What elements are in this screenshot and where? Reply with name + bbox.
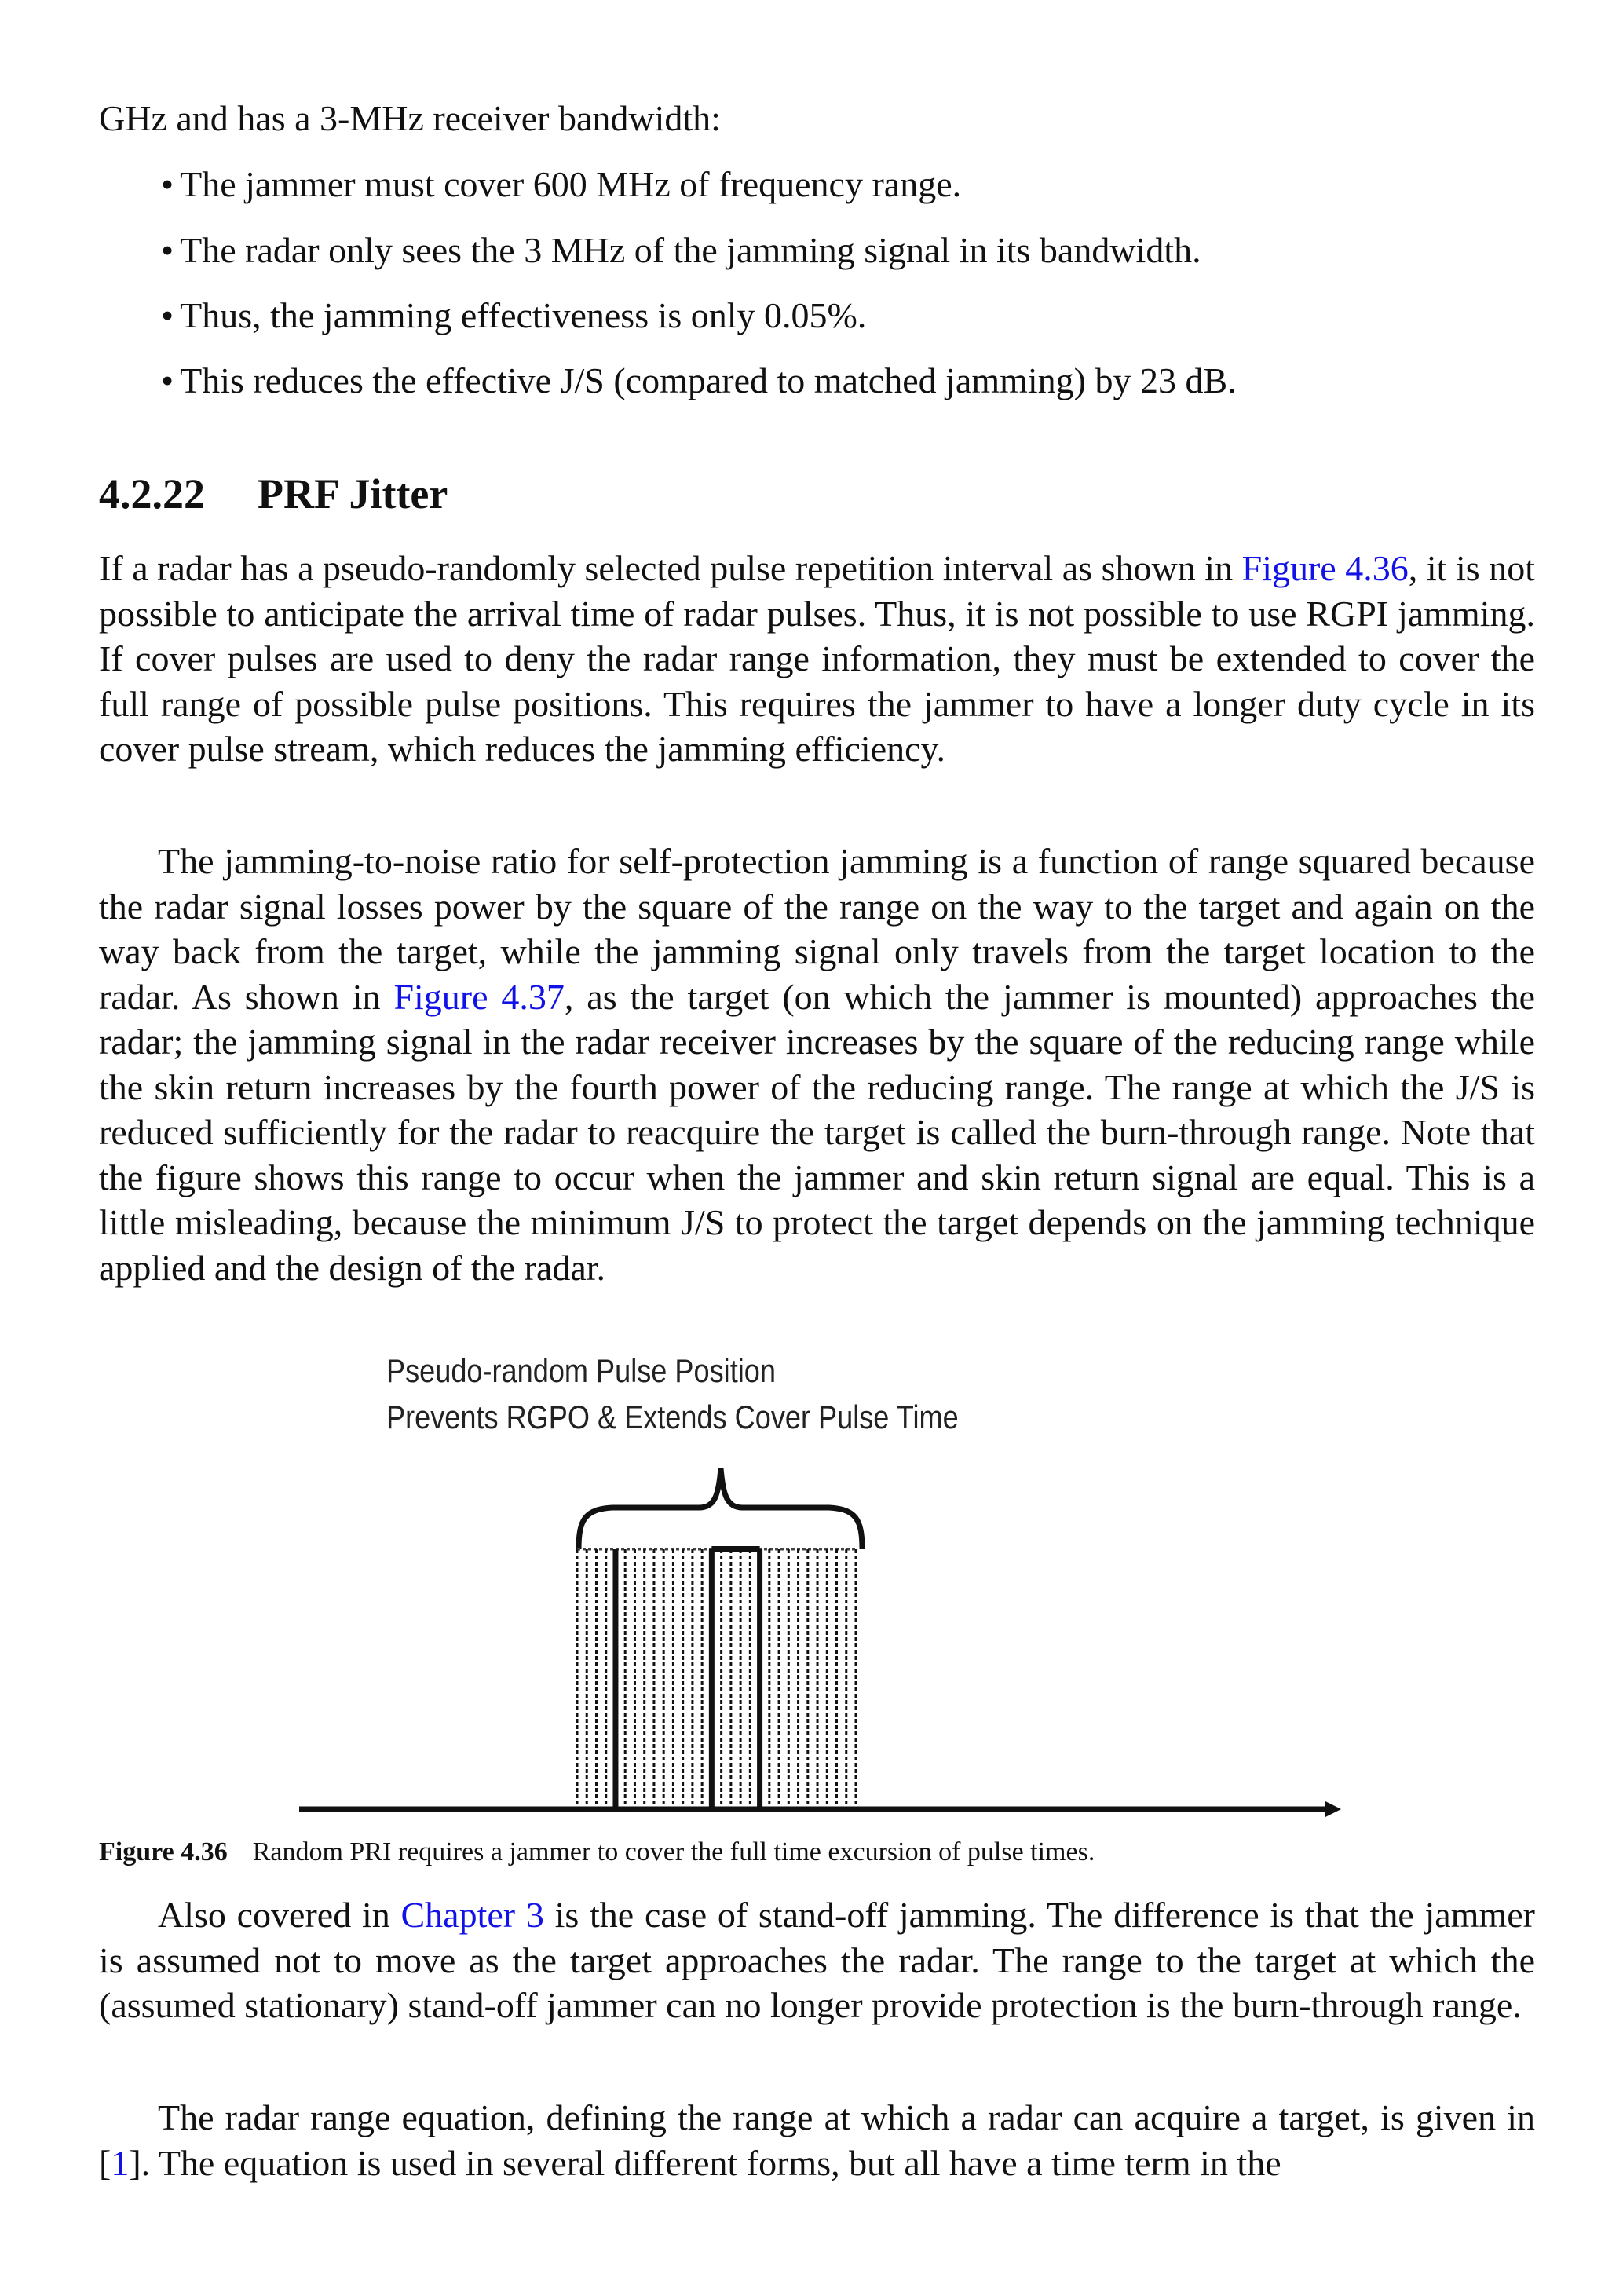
pulse-lines <box>577 1549 856 1809</box>
section-number: 4.2.22 <box>99 470 205 517</box>
figure-link[interactable]: Figure 4.37 <box>393 976 565 1017</box>
bullet-icon: • <box>161 164 174 204</box>
text: If a radar has a pseudo-randomly selected pulse repetition interval as shown in <box>99 548 1242 588</box>
bullet-text: The radar only sees the 3 MHz of the jamming signal in its bandwidth. <box>180 230 1201 270</box>
figure-caption <box>99 1837 1095 1867</box>
chapter-link[interactable]: Chapter 3 <box>400 1895 544 1935</box>
text: , as the target (on which the jammer is mounted) approaches the radar; the jamming signal in the radar receiver increases by the square of the reducing range while the skin return increases by the fourth power of the reducing range. The range at which the J/S is reduced sufficiently for the radar to reacquire the target is called the burn-through range. Note that the figure shows this range to occur when the jammer and skin return signal are equal. This is a little misleading, because the minimum J/S to protect the target depends on the jamming technique applied and the design of the radar. <box>99 976 1535 1288</box>
text: Also covered in <box>158 1895 401 1935</box>
caption-label: Figure 4.36 <box>99 1837 228 1866</box>
caption-text: Random PRI requires a jammer to cover the full time excursion of pulse times. <box>252 1837 1095 1866</box>
text: The jamming-to-noise ratio for self-protection jamming is a function of range squared because the radar signal losses power by the square of the range on the way to the target and again on the way back from the target, while the jamming signal only travels from the target location to the radar. As shown in <box>99 841 1535 1017</box>
paragraph-4 <box>99 2095 1535 2185</box>
brace <box>579 1468 862 1549</box>
figure-title-line-1: Pseudo-random Pulse Position <box>386 1352 776 1389</box>
text: The radar range equation, defining the range at which a radar can acquire a target, is given in [ <box>99 2097 1535 2183</box>
bullet-icon: • <box>161 295 174 335</box>
text: ]. The equation is used in several different forms, but all have a time term in the <box>129 2142 1281 2183</box>
text: is the case of stand-off jamming. The difference is that the jammer is assumed not to move as the target approaches the radar. The range to the target at which the (assumed stationary) stand-off jammer can no longer provide protection is the burn-through range. <box>99 1895 1535 2025</box>
paragraph-3 <box>99 1892 1535 2028</box>
figure-title-line-2: Prevents RGPO & Extends Cover Pulse Time <box>386 1398 959 1435</box>
bullet-icon: • <box>161 230 174 270</box>
bullet-text: This reduces the effective J/S (compared to matched jamming) by 23 dB. <box>180 360 1237 400</box>
bullet-icon: • <box>161 360 174 400</box>
axis-arrow-icon <box>1325 1801 1341 1817</box>
text: , it is not possible to anticipate the arrival time of radar pulses. Thus, it is not possible to use RGPI jamming. If cover pulses are used to deny the radar range information, they must be extended to cover the full range of possible pulse positions. This requires the jammer to have a longer duty cycle in its cover pulse stream, which reduces the jamming efficiency. <box>99 548 1535 769</box>
bullet-text: Thus, the jamming effectiveness is only 0.05%. <box>180 295 867 335</box>
intro-line: GHz and has a 3-MHz receiver bandwidth: <box>99 98 721 138</box>
figure-link[interactable]: Figure 4.36 <box>1241 548 1409 588</box>
reference-link[interactable]: 1 <box>111 2142 130 2183</box>
bullet-text: The jammer must cover 600 MHz of frequency range. <box>180 164 962 204</box>
section-title: PRF Jitter <box>258 470 448 517</box>
